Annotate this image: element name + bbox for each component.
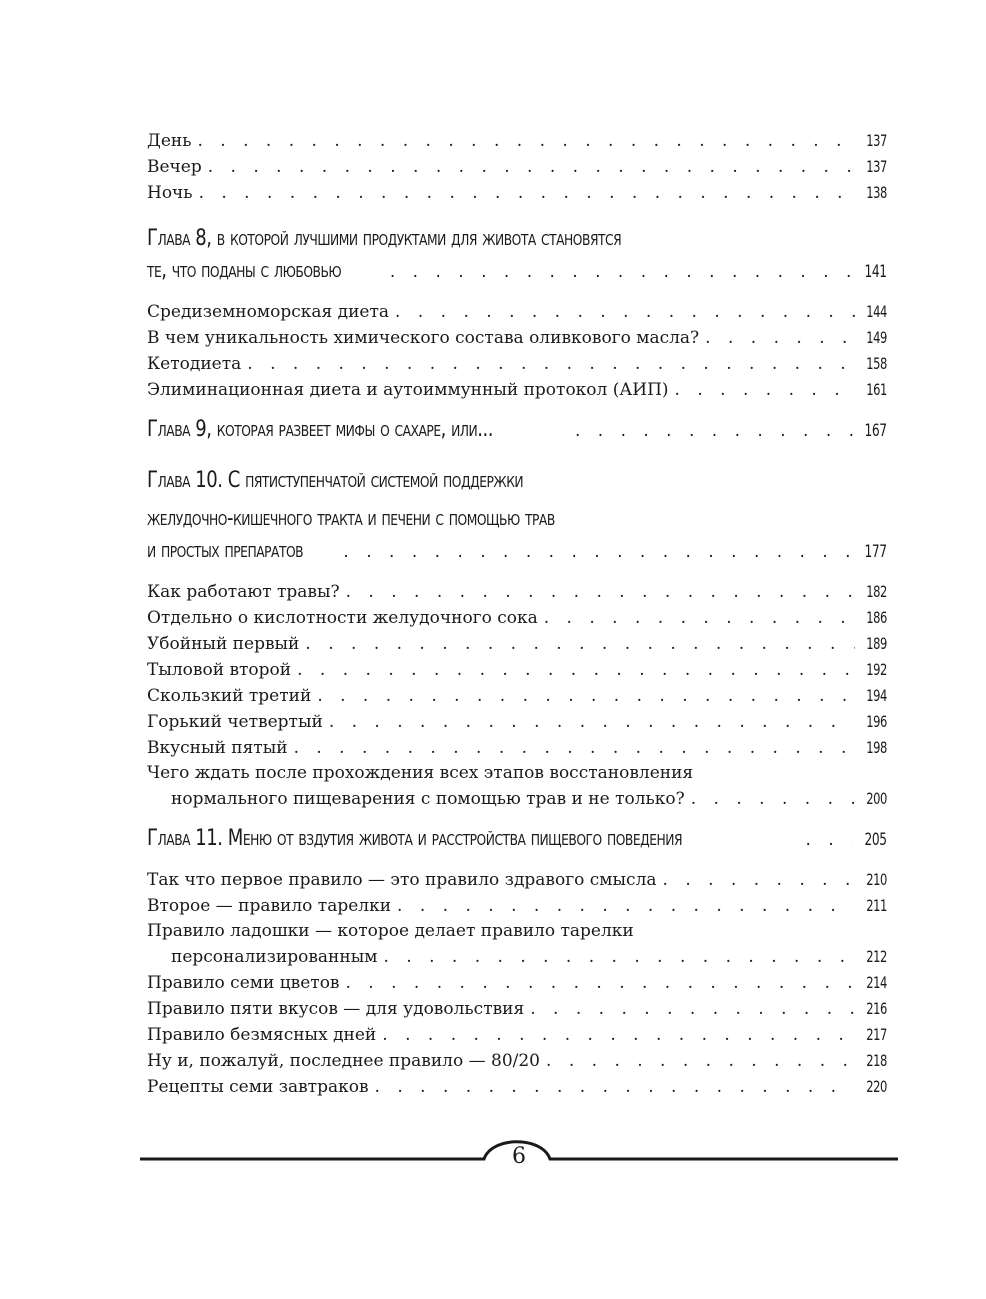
entry-page: 149 xyxy=(866,328,887,347)
dot-leader xyxy=(397,894,855,919)
chapter-title-line: Глава 8, в которой лучшими продуктами для живота становятся xyxy=(147,226,622,251)
entry-title: Отдельно о кислотности желудочного сока xyxy=(147,608,538,628)
entry-page: 194 xyxy=(866,686,887,705)
dot-leader xyxy=(806,828,854,853)
dot-leader xyxy=(544,606,855,631)
chapter-page: 141 xyxy=(864,262,887,282)
entry-title: Правило безмясных дней xyxy=(147,1025,377,1045)
entry-title: Чего ждать после прохождения всех этапов восстановления xyxy=(147,763,694,783)
entry-title: персонализированным xyxy=(171,947,378,967)
toc-entry[interactable] xyxy=(147,631,887,657)
toc-entry[interactable] xyxy=(147,867,887,893)
chapter-title-line: Глава 10. С пятиступенчатой системой поддержки xyxy=(147,468,524,493)
entry-title: Правило семи цветов xyxy=(147,973,340,993)
entry-title: Вечер xyxy=(147,157,202,177)
dot-leader xyxy=(663,868,856,893)
entry-title: Скользкий третий xyxy=(147,686,312,706)
entry-title: В чем уникальность химического состава оливкового масла? xyxy=(147,328,700,348)
toc-entry[interactable] xyxy=(147,657,887,683)
toc-entry-multiline[interactable] xyxy=(147,761,887,812)
dot-leader xyxy=(395,300,855,325)
dot-leader xyxy=(199,181,855,206)
entry-title: Вкусный пятый xyxy=(147,738,288,758)
entry-title-line xyxy=(147,919,887,944)
entry-page: 220 xyxy=(866,1077,887,1096)
dot-leader xyxy=(705,326,855,351)
dot-leader xyxy=(317,684,855,709)
toc-entry[interactable] xyxy=(147,683,887,709)
entry-title: нормального пищеварения с помощью трав и не только? xyxy=(171,789,685,809)
entry-title: День xyxy=(147,131,192,151)
chapter-11-heading[interactable] xyxy=(147,826,887,853)
entry-page: 137 xyxy=(866,131,887,150)
chapter-page: 177 xyxy=(864,542,887,562)
entry-page: 211 xyxy=(866,896,887,915)
chapter-title-line: и простых препаратов xyxy=(147,538,304,563)
entry-page: 217 xyxy=(866,1025,887,1044)
toc-entry[interactable] xyxy=(147,128,887,154)
entry-title: Кетодиета xyxy=(147,354,242,374)
dot-leader xyxy=(305,632,855,657)
dot-leader xyxy=(208,155,855,180)
dot-leader xyxy=(247,352,855,377)
entry-title: Так что первое правило — это правило здравого смысла xyxy=(147,870,657,890)
page-footer xyxy=(140,1128,898,1188)
entry-page: 161 xyxy=(866,380,887,399)
toc-entry[interactable] xyxy=(147,299,887,325)
chapter-title-last-line xyxy=(147,826,887,853)
dot-leader xyxy=(546,1049,855,1074)
toc-entry[interactable] xyxy=(147,1048,887,1074)
entry-title-last-line xyxy=(147,944,887,970)
dot-leader xyxy=(675,378,855,403)
chapter-10-heading[interactable] xyxy=(147,462,887,565)
entry-title: Убойный первый xyxy=(147,634,300,654)
toc-entry[interactable] xyxy=(147,180,887,206)
dot-leader xyxy=(297,658,855,683)
toc-entry[interactable] xyxy=(147,325,887,351)
chapter-title-line: Глава 9, которая развеет мифы о сахаре, или... xyxy=(147,417,494,442)
chapter-9-heading[interactable] xyxy=(147,417,887,444)
entry-title-last-line xyxy=(147,786,887,812)
entry-page: 218 xyxy=(866,1051,887,1070)
dot-leader xyxy=(197,129,855,154)
toc-entry[interactable] xyxy=(147,893,887,919)
entry-page: 216 xyxy=(866,999,887,1018)
entry-title: Правило ладошки — которое делает правило тарелки xyxy=(147,921,634,941)
toc-entry[interactable] xyxy=(147,351,887,377)
dot-leader xyxy=(691,787,855,812)
entry-page: 200 xyxy=(866,789,887,808)
toc-entry[interactable] xyxy=(147,605,887,631)
toc-entry[interactable] xyxy=(147,996,887,1022)
entry-page: 182 xyxy=(866,582,887,601)
toc-entry[interactable] xyxy=(147,1074,887,1100)
entry-title: Второе — правило тарелки xyxy=(147,896,392,916)
dot-leader xyxy=(346,971,856,996)
entry-title: Средиземноморская диета xyxy=(147,302,390,322)
entry-page: 192 xyxy=(866,660,887,679)
toc-entry[interactable] xyxy=(147,1022,887,1048)
entry-title: Элиминационная диета и аутоиммунный протокол (АИП) xyxy=(147,380,669,400)
chapter-page: 167 xyxy=(864,421,887,441)
entry-page: 144 xyxy=(866,302,887,321)
entry-page: 138 xyxy=(866,183,887,202)
dot-leader xyxy=(575,419,853,444)
chapter-title-line: те, что поданы с любовью xyxy=(147,258,342,283)
entry-title: Рецепты семи завтраков xyxy=(147,1077,369,1097)
toc-entry[interactable] xyxy=(147,970,887,996)
chapter-page: 205 xyxy=(864,830,887,850)
entry-title: Тыловой второй xyxy=(147,660,292,680)
toc-entry[interactable] xyxy=(147,709,887,735)
entry-title: Как работают травы? xyxy=(147,582,340,602)
dot-leader xyxy=(530,997,855,1022)
chapter-title-line: Глава 11. Меню от вздутия живота и расстройства пищевого поведения xyxy=(147,826,683,851)
entry-page: 198 xyxy=(866,738,887,757)
entry-title: Горький четвертый xyxy=(147,712,323,732)
dot-leader xyxy=(343,540,853,565)
chapter-8-heading[interactable] xyxy=(147,220,887,285)
entry-title: Правило пяти вкусов — для удовольствия xyxy=(147,999,525,1019)
toc-entry[interactable] xyxy=(147,154,887,180)
chapter-title-last-line xyxy=(147,538,887,565)
dot-leader xyxy=(294,736,855,761)
chapter-title-last-line xyxy=(147,417,887,444)
toc-entry[interactable] xyxy=(147,735,887,761)
entry-title-line xyxy=(147,761,887,786)
dot-leader xyxy=(329,710,855,735)
entry-title: Ночь xyxy=(147,183,193,203)
entry-page: 189 xyxy=(866,634,887,653)
chapter-title-line: желудочно-кишечного тракта и печени с помощью трав xyxy=(147,506,555,531)
entry-page: 214 xyxy=(866,973,887,992)
toc-entry[interactable] xyxy=(147,377,887,403)
dot-leader xyxy=(390,260,853,285)
entry-page: 196 xyxy=(866,712,887,731)
entry-title: Ну и, пожалуй, последнее правило — 80/20 xyxy=(147,1051,541,1071)
dot-leader xyxy=(383,945,855,970)
entry-page: 210 xyxy=(866,870,887,889)
entry-page: 212 xyxy=(866,947,887,966)
table-of-contents xyxy=(147,128,887,1100)
chapter-title-last-line xyxy=(147,258,887,285)
entry-page: 137 xyxy=(866,157,887,176)
entry-page: 186 xyxy=(866,608,887,627)
entry-page: 158 xyxy=(866,354,887,373)
dot-leader xyxy=(382,1023,855,1048)
toc-entry[interactable] xyxy=(147,579,887,605)
dot-leader xyxy=(375,1075,856,1100)
dot-leader xyxy=(346,580,855,605)
toc-entry-multiline[interactable] xyxy=(147,919,887,970)
page-number: 6 xyxy=(512,1144,526,1169)
